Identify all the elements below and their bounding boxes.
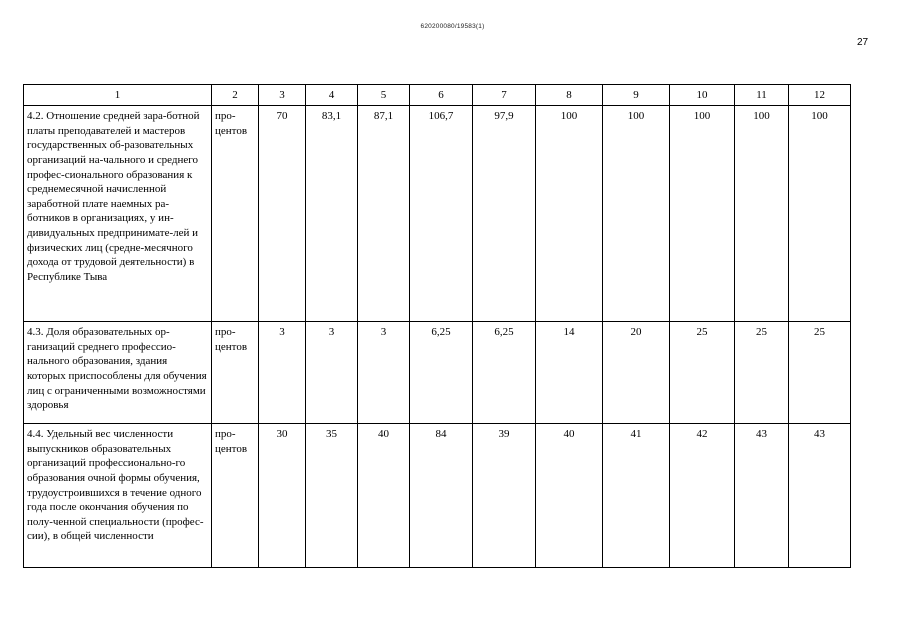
indicator-name: 4.3. Доля образовательных ор-ганизаций среднего профессио-нального образования, здания которых приспособлены для обучения лиц с ограниченными возможностями здоровья xyxy=(24,322,212,424)
indicator-value: 43 xyxy=(735,424,789,568)
indicator-value: 70 xyxy=(259,106,306,322)
indicator-value: 25 xyxy=(789,322,851,424)
indicator-value: 39 xyxy=(473,424,536,568)
column-header: 4 xyxy=(306,85,358,106)
indicator-unit: про-центов xyxy=(212,106,259,322)
indicator-value: 3 xyxy=(259,322,306,424)
column-header: 12 xyxy=(789,85,851,106)
table-header-row xyxy=(24,85,851,106)
document-id: 620200080/19583(1) xyxy=(420,23,485,30)
indicator-value: 41 xyxy=(603,424,670,568)
indicator-value: 40 xyxy=(536,424,603,568)
indicator-value: 43 xyxy=(789,424,851,568)
indicator-value: 25 xyxy=(735,322,789,424)
column-header: 7 xyxy=(473,85,536,106)
page-number: 27 xyxy=(857,37,869,48)
indicator-value: 100 xyxy=(670,106,735,322)
column-header: 9 xyxy=(603,85,670,106)
column-header: 11 xyxy=(735,85,789,106)
indicator-name: 4.2. Отношение средней зара-ботной платы преподавателей и мастеров государственных об-разовательных организаций на-чального и среднего профес-сионального образования к среднемесячной начисленной заработной плате наемных ра-ботников в организациях, у ин-дивидуальных предпринимате-лей и физических лиц (средне-месячного дохода от трудовой деятельности) в Республике Тыва xyxy=(24,106,212,322)
indicator-value: 87,1 xyxy=(358,106,410,322)
indicator-value: 100 xyxy=(735,106,789,322)
indicator-value: 25 xyxy=(670,322,735,424)
indicator-value: 30 xyxy=(259,424,306,568)
indicator-value: 40 xyxy=(358,424,410,568)
indicator-value: 3 xyxy=(358,322,410,424)
indicator-value: 84 xyxy=(410,424,473,568)
indicator-value: 14 xyxy=(536,322,603,424)
indicator-value: 6,25 xyxy=(473,322,536,424)
indicator-unit: про-центов xyxy=(212,322,259,424)
indicator-unit: про-центов xyxy=(212,424,259,568)
indicator-value: 3 xyxy=(306,322,358,424)
column-header: 3 xyxy=(259,85,306,106)
column-header: 10 xyxy=(670,85,735,106)
table-row xyxy=(24,424,851,568)
indicator-value: 20 xyxy=(603,322,670,424)
column-header: 2 xyxy=(212,85,259,106)
indicator-value: 83,1 xyxy=(306,106,358,322)
column-header: 6 xyxy=(410,85,473,106)
indicator-value: 100 xyxy=(789,106,851,322)
indicator-value: 100 xyxy=(603,106,670,322)
table-row xyxy=(24,106,851,322)
column-header: 8 xyxy=(536,85,603,106)
column-header: 5 xyxy=(358,85,410,106)
column-header: 1 xyxy=(24,85,212,106)
indicator-value: 35 xyxy=(306,424,358,568)
indicator-value: 6,25 xyxy=(410,322,473,424)
indicator-value: 97,9 xyxy=(473,106,536,322)
indicator-name: 4.4. Удельный вес численности выпускников образовательных организаций профессионально-го образования очной формы обучения, трудоустроившихся в течение одного года после окончания обучения по полу-ченной специальности (профес-сии), в общей численности xyxy=(24,424,212,568)
table-row xyxy=(24,322,851,424)
indicator-value: 42 xyxy=(670,424,735,568)
indicators-table xyxy=(23,84,851,568)
indicator-value: 100 xyxy=(536,106,603,322)
indicator-value: 106,7 xyxy=(410,106,473,322)
